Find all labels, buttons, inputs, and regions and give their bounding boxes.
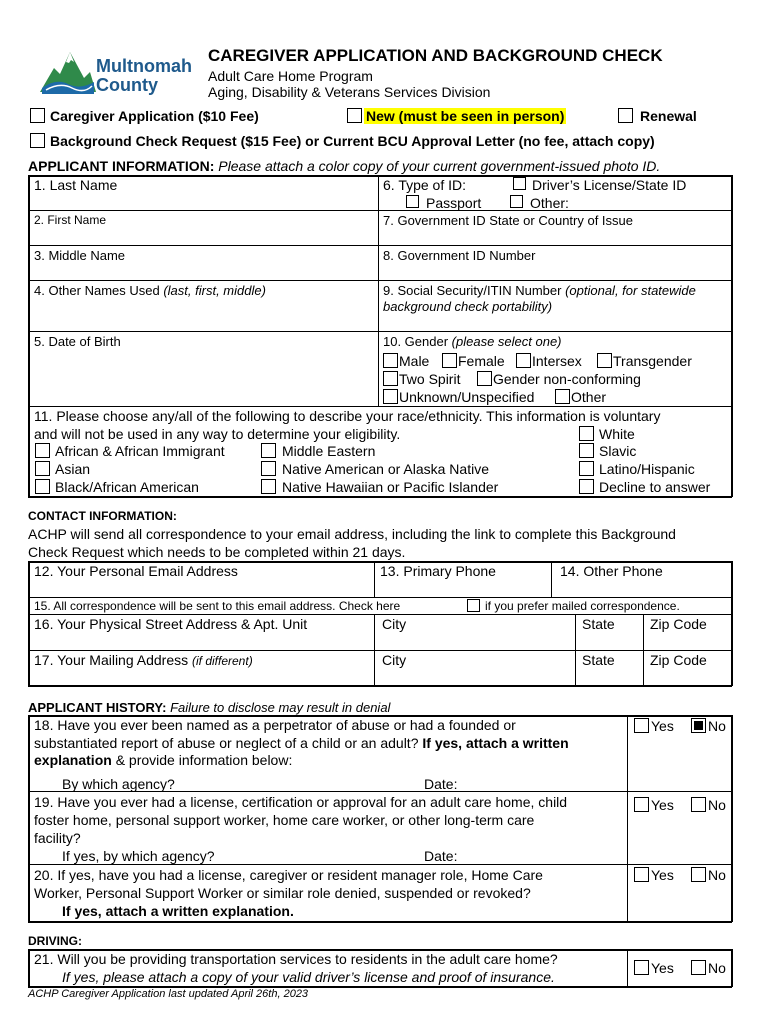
q18-line1: 18. Have you ever been named as a perpetrator of abuse or had a founded or: [34, 717, 516, 733]
q21-no-checkbox[interactable]: [691, 960, 706, 975]
gender-intersex-checkbox[interactable]: [516, 353, 531, 368]
id-drivers-license-label: Driver’s License/State ID: [532, 177, 687, 193]
race-latino-label: Latino/Hispanic: [599, 461, 695, 477]
id-state-label: 7. Government ID State or Country of Issue: [383, 213, 634, 228]
gender-two-spirit-checkbox[interactable]: [383, 371, 398, 386]
other-names-note: (last, first, middle): [163, 283, 266, 298]
q20-line2: Worker, Personal Support Worker or similar role denied, suspended or revoked?: [34, 885, 531, 901]
race-latino-checkbox[interactable]: [579, 461, 594, 476]
history-note: Failure to disclose may result in denial: [170, 700, 391, 715]
physical-address-label: 16. Your Physical Street Address & Apt. Unit: [34, 616, 308, 632]
q19-no-checkbox[interactable]: [691, 797, 706, 812]
gender-note: (please select one): [451, 334, 562, 349]
mailing-address-note: (if different): [192, 654, 253, 668]
gender-unknown-checkbox[interactable]: [383, 389, 398, 404]
gender-transgender-label: Transgender: [613, 353, 692, 369]
other-phone-label: 14. Other Phone: [560, 563, 663, 579]
race-white-checkbox[interactable]: [579, 426, 594, 441]
gender-nonconforming-checkbox[interactable]: [477, 371, 492, 386]
race-african-label: African & African Immigrant: [55, 443, 225, 459]
new-checkbox[interactable]: [347, 108, 362, 123]
ssn-note1: (optional, for statewide: [565, 283, 696, 298]
mail-pref-text-a: 15. All correspondence will be sent to this email address. Check here: [34, 599, 401, 613]
q18-no-checkbox[interactable]: [691, 718, 706, 733]
q20-line3: If yes, attach a written explanation.: [62, 903, 294, 919]
renewal-checkbox[interactable]: [618, 108, 633, 123]
q19-agency-label: If yes, by which agency?: [62, 848, 215, 864]
gender-other-label: Other: [571, 389, 607, 405]
id-drivers-license-checkbox[interactable]: [513, 177, 526, 190]
race-slavic-label: Slavic: [599, 443, 637, 459]
q18-no-label: No: [708, 718, 726, 734]
id-passport-label: Passport: [426, 195, 482, 211]
race-native-american-checkbox[interactable]: [261, 461, 276, 476]
physical-state-label: State: [582, 616, 615, 632]
q18-line3-text: & provide information below:: [115, 752, 293, 768]
q19-yes-label: Yes: [651, 797, 674, 813]
ssn-text: 9. Social Security/ITIN Number: [383, 283, 562, 298]
header-program: Adult Care Home Program: [208, 68, 373, 84]
gender-nonconforming-label: Gender non-conforming: [493, 371, 641, 387]
mailing-address-label: [34, 652, 253, 669]
q19-date-label: Date:: [424, 848, 458, 864]
q19-line3: facility?: [34, 830, 81, 846]
q18-yes-checkbox[interactable]: [634, 718, 649, 733]
q18-line2-text: substantiated report of abuse or neglect of a child or an adult?: [34, 735, 419, 751]
q21-yes-checkbox[interactable]: [634, 960, 649, 975]
q21-no-label: No: [708, 960, 726, 976]
gender-transgender-checkbox[interactable]: [597, 353, 612, 368]
race-asian-label: Asian: [55, 461, 91, 477]
dob-label: 5. Date of Birth: [34, 334, 121, 349]
other-names-label: [34, 283, 266, 298]
q20-yes-label: Yes: [651, 867, 674, 883]
q20-line1: 20. If yes, have you had a license, caregiver or resident manager role, Home Care: [34, 867, 543, 883]
q21-yes-label: Yes: [651, 960, 674, 976]
q20-no-checkbox[interactable]: [691, 867, 706, 882]
middle-name-label: 3. Middle Name: [34, 248, 126, 263]
contact-heading: CONTACT INFORMATION:: [28, 509, 177, 523]
race-nhpi-label: Native Hawaiian or Pacific Islander: [282, 479, 499, 495]
email-label: 12. Your Personal Email Address: [34, 563, 238, 579]
gender-female-checkbox[interactable]: [442, 353, 457, 368]
gender-unknown-label: Unknown/Unspecified: [399, 389, 535, 405]
county-logo: [40, 48, 190, 96]
mailing-zip-label: Zip Code: [650, 652, 707, 668]
q18-agency-label: By which agency?: [62, 776, 175, 792]
caregiver-application-checkbox[interactable]: [30, 108, 45, 123]
race-native-american-label: Native American or Alaska Native: [282, 461, 489, 477]
new-label: New (must be seen in person): [366, 108, 565, 124]
mountain-logo-icon: [40, 48, 96, 94]
race-question-line2: and will not be used in any way to determine your eligibility.: [34, 426, 401, 442]
race-black-checkbox[interactable]: [35, 479, 50, 494]
id-passport-checkbox[interactable]: [406, 195, 419, 208]
mailed-correspondence-checkbox[interactable]: [467, 599, 480, 612]
q19-no-label: No: [708, 797, 726, 813]
q20-yes-checkbox[interactable]: [634, 867, 649, 882]
mailing-city-label: City: [382, 652, 407, 668]
q19-yes-checkbox[interactable]: [634, 797, 649, 812]
gender-male-label: Male: [399, 353, 430, 369]
q18-line2-bold: If yes, attach a written: [422, 735, 569, 751]
mailing-state-label: State: [582, 652, 615, 668]
footer-text: ACHP Caregiver Application last updated April 26th, 2023: [28, 988, 309, 1000]
q18-date-label: Date:: [424, 776, 458, 792]
q18-line2: [34, 735, 569, 751]
gender-text: 10. Gender: [383, 334, 449, 349]
last-name-label: 1. Last Name: [34, 177, 118, 193]
race-question-line1: 11. Please choose any/all of the following to describe your race/ethnicity. This information is voluntary: [34, 408, 661, 424]
race-decline-label: Decline to answer: [599, 479, 711, 495]
q18-line3: [34, 752, 292, 768]
background-check-checkbox[interactable]: [30, 133, 45, 148]
mail-pref-text-b: if you prefer mailed correspondence.: [485, 599, 680, 613]
history-title: APPLICANT HISTORY:: [28, 700, 167, 715]
gender-two-spirit-label: Two Spirit: [399, 371, 461, 387]
physical-zip-label: Zip Code: [650, 616, 707, 632]
race-middle-eastern-checkbox[interactable]: [261, 443, 276, 458]
race-black-label: Black/African American: [55, 479, 199, 495]
race-slavic-checkbox[interactable]: [579, 443, 594, 458]
contact-line1: ACHP will send all correspondence to your email address, including the link to complete this Background: [28, 526, 676, 542]
logo-line1: Multnomah: [96, 56, 192, 76]
gender-female-label: Female: [458, 353, 505, 369]
renewal-label: Renewal: [640, 108, 697, 124]
other-names-text: 4. Other Names Used: [34, 283, 160, 298]
q18-yes-label: Yes: [651, 718, 674, 734]
driving-heading: DRIVING:: [28, 934, 82, 948]
q20-no-label: No: [708, 867, 726, 883]
background-check-label: Background Check Request ($15 Fee) or Current BCU Approval Letter (no fee, attach copy): [50, 133, 655, 149]
race-middle-eastern-label: Middle Eastern: [282, 443, 376, 459]
history-heading: [28, 700, 390, 715]
q21-line1: 21. Will you be providing transportation services to residents in the adult care home?: [34, 951, 558, 967]
q19-line2: foster home, personal support worker, home care worker, or other long-term care: [34, 812, 535, 828]
page-title: CAREGIVER APPLICATION AND BACKGROUND CHECK: [208, 46, 663, 65]
primary-phone-label: 13. Primary Phone: [380, 563, 496, 579]
id-other-label: Other:: [530, 195, 569, 211]
contact-line2: Check Request which needs to be completed within 21 days.: [28, 544, 406, 560]
ssn-label: [383, 283, 696, 298]
mailing-address-text: 17. Your Mailing Address: [34, 652, 189, 668]
applicant-info-title: APPLICANT INFORMATION:: [28, 158, 215, 174]
gender-intersex-label: Intersex: [532, 353, 582, 369]
race-decline-checkbox[interactable]: [579, 479, 594, 494]
applicant-info-heading: [28, 158, 660, 174]
first-name-label: 2. First Name: [34, 213, 107, 227]
race-asian-checkbox[interactable]: [35, 461, 50, 476]
id-other-checkbox[interactable]: [510, 195, 523, 208]
id-number-label: 8. Government ID Number: [383, 248, 536, 263]
q18-line3-bold: explanation: [34, 752, 112, 768]
gender-label: [383, 334, 562, 349]
header-division: Aging, Disability & Veterans Services Division: [208, 84, 491, 100]
caregiver-application-label: Caregiver Application ($10 Fee): [50, 108, 259, 124]
q21-line2: If yes, please attach a copy of your valid driver’s license and proof of insurance.: [62, 969, 555, 985]
id-type-label: 6. Type of ID:: [383, 177, 467, 193]
ssn-note2: background check portability): [383, 299, 553, 314]
q19-line1: 19. Have you ever had a license, certification or approval for an adult care home, child: [34, 794, 568, 810]
race-nhpi-checkbox[interactable]: [261, 479, 276, 494]
applicant-info-note: Please attach a color copy of your current government-issued photo ID.: [218, 158, 661, 174]
race-african-checkbox[interactable]: [35, 443, 50, 458]
race-white-label: White: [599, 426, 635, 442]
gender-other-checkbox[interactable]: [555, 389, 570, 404]
gender-male-checkbox[interactable]: [383, 353, 398, 368]
logo-line2: County: [96, 75, 158, 95]
physical-city-label: City: [382, 616, 407, 632]
